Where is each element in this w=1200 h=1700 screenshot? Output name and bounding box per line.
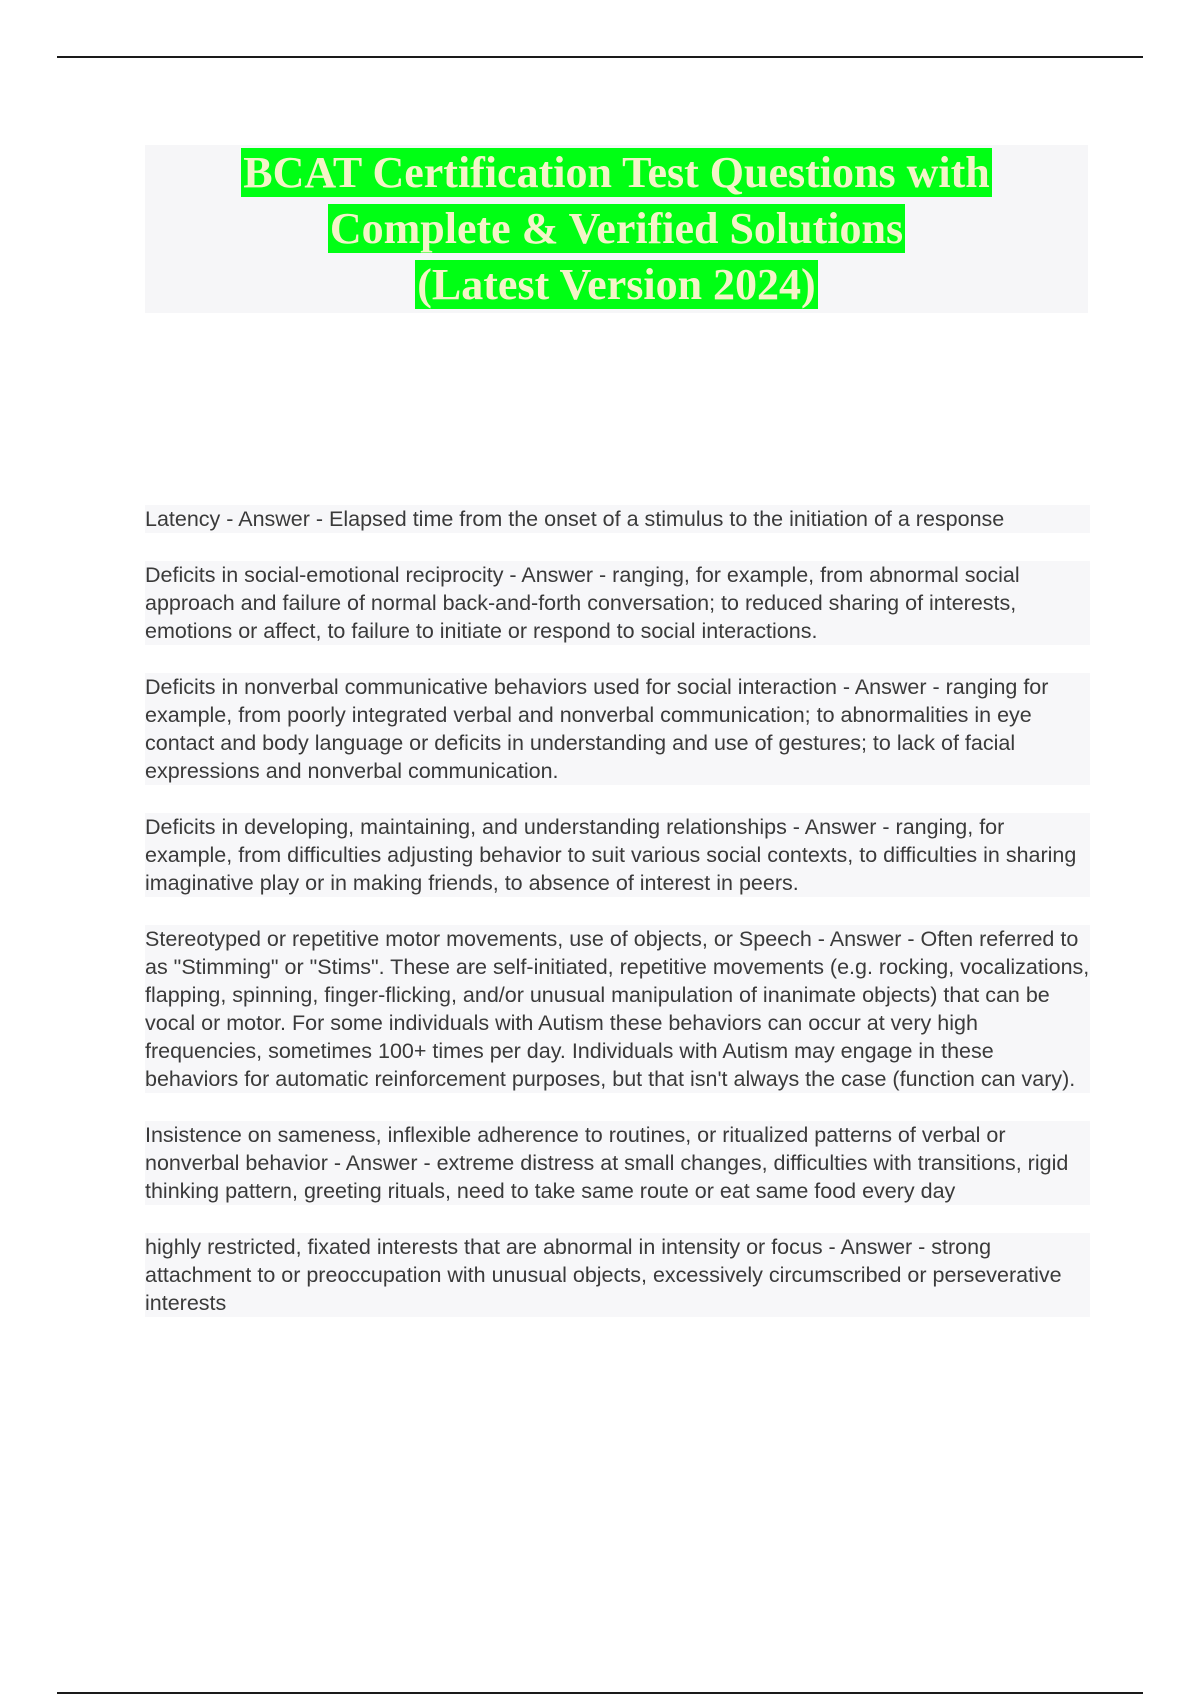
qa-item: Insistence on sameness, inflexible adherence to routines, or ritualized patterns of verbal or nonverbal behavior - Answer - extreme distress at small changes, difficulties with transitions, rigid thinking pattern, greeting rituals, need to take same route or eat same food every day (145, 1121, 1090, 1205)
footer-rule (57, 1692, 1143, 1694)
title-line-1: BCAT Certification Test Questions with (243, 148, 990, 197)
qa-item: highly restricted, fixated interests that are abnormal in intensity or focus - Answer - strong attachment to or preoccupation with unusual objects, excessively circumscribed or perseverative interests (145, 1233, 1090, 1317)
title-line-2: Complete & Verified Solutions (329, 204, 904, 253)
qa-item: Deficits in nonverbal communicative behaviors used for social interaction - Answer - ranging for example, from poorly integrated verbal and nonverbal communication; to abnormalities in eye contact and body language or deficits in understanding and use of gestures; to lack of facial expressions and nonverbal communication. (145, 673, 1090, 785)
qa-item: Deficits in developing, maintaining, and understanding relationships - Answer - ranging, for example, from difficulties adjusting behavior to suit various social contexts, to difficulties in sharing imaginative play or in making friends, to absence of interest in peers. (145, 813, 1090, 897)
qa-list (145, 505, 1090, 1345)
title-line-3: (Latest Version 2024) (417, 260, 816, 309)
header-rule (57, 56, 1143, 58)
document-title (145, 145, 1088, 313)
qa-item: Deficits in social-emotional reciprocity - Answer - ranging, for example, from abnormal social approach and failure of normal back-and-forth conversation; to reduced sharing of interests, emotions or affect, to failure to initiate or respond to social interactions. (145, 561, 1090, 645)
qa-item: Latency - Answer - Elapsed time from the onset of a stimulus to the initiation of a response (145, 505, 1090, 533)
qa-item: Stereotyped or repetitive motor movements, use of objects, or Speech - Answer - Often referred to as "Stimming" or "Stims". These are self-initiated, repetitive movements (e.g. rocking, vocalizations, flapping, spinning, finger-flicking, and/or unusual manipulation of inanimate objects) that can be vocal or motor. For some individuals with Autism these behaviors can occur at very high frequencies, sometimes 100+ times per day. Individuals with Autism may engage in these behaviors for automatic reinforcement purposes, but that isn't always the case (function can vary). (145, 927, 1090, 1091)
